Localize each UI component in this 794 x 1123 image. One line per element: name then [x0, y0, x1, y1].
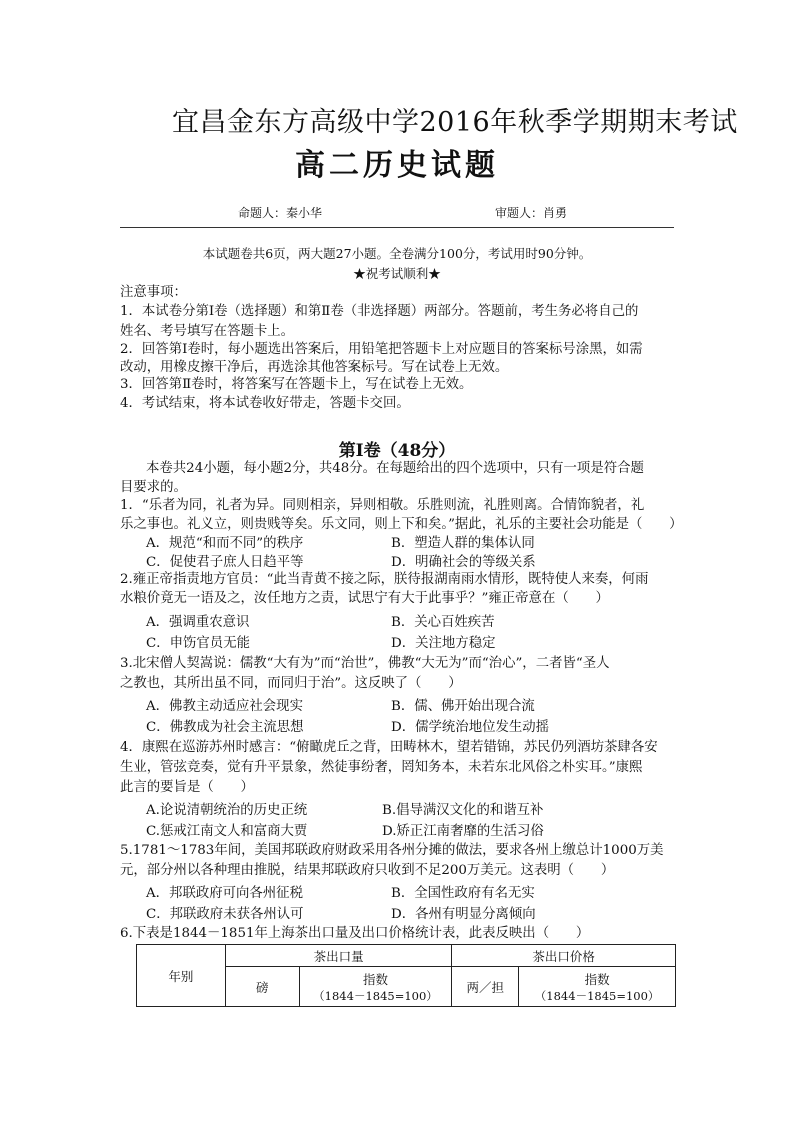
question-2-option-d[interactable]: D．关注地方稳定 [391, 636, 496, 651]
question-1-option-d[interactable]: D．明确社会的等级关系 [391, 555, 536, 570]
section-desc: 本卷共24小题，每小题2分，共48分。在每题给出的四个选项中，只有一项是符合题 [146, 461, 644, 476]
exam-subtitle: 高二历史试题 [295, 148, 499, 183]
header-pounds: 磅 [225, 967, 299, 1007]
header-export-volume: 茶出口量 [225, 945, 452, 967]
note-line: 3．回答第Ⅱ卷时，将答案写在答题卡上，写在试卷上无效。 [120, 377, 473, 392]
question-2-stem: 2.雍正帝指责地方官员：“此当青黄不接之际，朕待报湖南雨水情形，既特使人来奏，何雨 [120, 572, 649, 587]
question-1-option-b[interactable]: B．塑造人群的集体认同 [391, 536, 535, 551]
question-5-option-a[interactable]: A．邦联政府可向各州征税 [146, 886, 303, 901]
tea-export-table [136, 944, 676, 1007]
exam-summary: 本试题卷共6页，两大题27小题。全卷满分100分，考试用时90分钟。 [202, 246, 592, 261]
question-5-option-b[interactable]: B．全国性政府有名无实 [391, 886, 535, 901]
question-2-option-b[interactable]: B．关心百姓疾苦 [391, 615, 495, 630]
question-4-stem: 4．康熙在巡游苏州时感言：“俯瞰虎丘之背，田畴林木，望若错锦，苏民仍列酒坊茶肆各安 [120, 740, 658, 755]
author-label: 命题人：秦小华 [238, 206, 323, 220]
question-4-stem: 生业，管弦竞奏，觉有升平景象，然徒事纷奢，罔知务本，未若东北风俗之朴实耳。”康熙 [120, 760, 643, 775]
note-line: 4．考试结束，将本试卷收好带走，答题卡交回。 [120, 396, 410, 411]
header-price-index [519, 967, 676, 1007]
index-base: （1844－1845=100） [313, 988, 438, 1003]
section-title: 第Ⅰ卷（48分） [338, 441, 456, 461]
header-volume-index [299, 967, 452, 1007]
index-base: （1844－1845=100） [534, 988, 660, 1003]
note-line: 1．本试卷分第Ⅰ卷（选择题）和第Ⅱ卷（非选择题）两部分。答题前，考生务必将自己的 [120, 304, 639, 319]
reviewer-label: 审题人：肖勇 [495, 206, 568, 220]
question-1-stem: 乐之事也。礼义立，则贵贱等矣。乐文同，则上下和矣。”据此，礼乐的主要社会功能是（ ） [120, 517, 683, 532]
question-1-option-a[interactable]: A．规范“和而不同”的秩序 [146, 536, 304, 551]
exam-wish: ★祝考试顺利★ [353, 266, 441, 281]
exam-title: 宜昌金东方高级中学2016年秋季学期期末考试 [172, 107, 738, 138]
question-3-option-a[interactable]: A．佛教主动适应社会现实 [146, 699, 303, 714]
note-line: 姓名、考号填写在答题卡上。 [120, 324, 295, 339]
question-2-option-c[interactable]: C．申饬官员无能 [146, 636, 250, 651]
question-3-option-b[interactable]: B．儒、佛开始出现合流 [391, 699, 535, 714]
question-4-stem: 此言的要旨是（ ） [120, 780, 254, 795]
header-taels-per-picul: 两／担 [452, 967, 519, 1007]
question-4-option-c[interactable]: C.惩戒江南文人和富商大贾 [146, 824, 308, 839]
index-label: 指数 [584, 971, 610, 987]
note-line: 改动，用橡皮擦干净后，再选涂其他答案标号。写在试卷上无效。 [120, 360, 509, 375]
section-desc: 目要求的。 [120, 480, 187, 495]
header-divider [120, 227, 674, 228]
question-4-option-d[interactable]: D.矫正江南奢靡的生活习俗 [382, 824, 544, 839]
question-1-stem: 1．“乐者为同，礼者为异。同则相亲，异则相敬。乐胜则流，礼胜则离。合情饰貌者，礼 [120, 498, 645, 513]
question-3-option-c[interactable]: C．佛教成为社会主流思想 [146, 720, 304, 735]
header-year: 年别 [137, 945, 226, 1007]
question-2-option-a[interactable]: A．强调重农意识 [146, 615, 250, 630]
question-5-stem: 元，部分州以各种理由推脱，结果邦联政府只收到不足200万美元。这表明（ ） [120, 863, 615, 878]
question-5-option-c[interactable]: C．邦联政府未获各州认可 [146, 907, 304, 922]
question-3-option-d[interactable]: D．儒学统治地位发生动摇 [391, 720, 550, 735]
index-label: 指数 [362, 971, 388, 987]
question-4-option-b[interactable]: B.倡导满汉文化的和谐互补 [382, 803, 544, 818]
header-export-price: 茶出口价格 [452, 945, 676, 967]
question-4-option-a[interactable]: A.论说清朝统治的历史正统 [146, 803, 308, 818]
question-2-stem: 水粮价竟无一语及之，汝任地方之责，试思宁有大于此事乎？”雍正帝意在（ ） [120, 591, 609, 606]
note-line: 2．回答第Ⅰ卷时，每小题选出答案后，用铅笔把答题卡上对应题目的答案标号涂黑，如需 [120, 342, 643, 357]
question-3-stem: 3.北宋僧人契嵩说：儒教“大有为”而“治世”，佛教“大无为”而“治心”，二者皆“圣人 [120, 656, 610, 671]
question-5-option-d[interactable]: D．各州有明显分离倾向 [391, 907, 536, 922]
question-1-option-c[interactable]: C．促使君子庶人日趋平等 [146, 555, 304, 570]
notes-title: 注意事项： [120, 285, 187, 300]
question-3-stem: 之教也，其所出虽不同，而同归于治”。这反映了（ ） [120, 676, 462, 691]
question-5-stem: 5.1781～1783年间，美国邦联政府财政采用各州分摊的做法，要求各州上缴总计1000万美 [120, 843, 664, 858]
question-6-stem: 6.下表是1844－1851年上海茶出口量及出口价格统计表，此表反映出（ ） [120, 926, 590, 941]
